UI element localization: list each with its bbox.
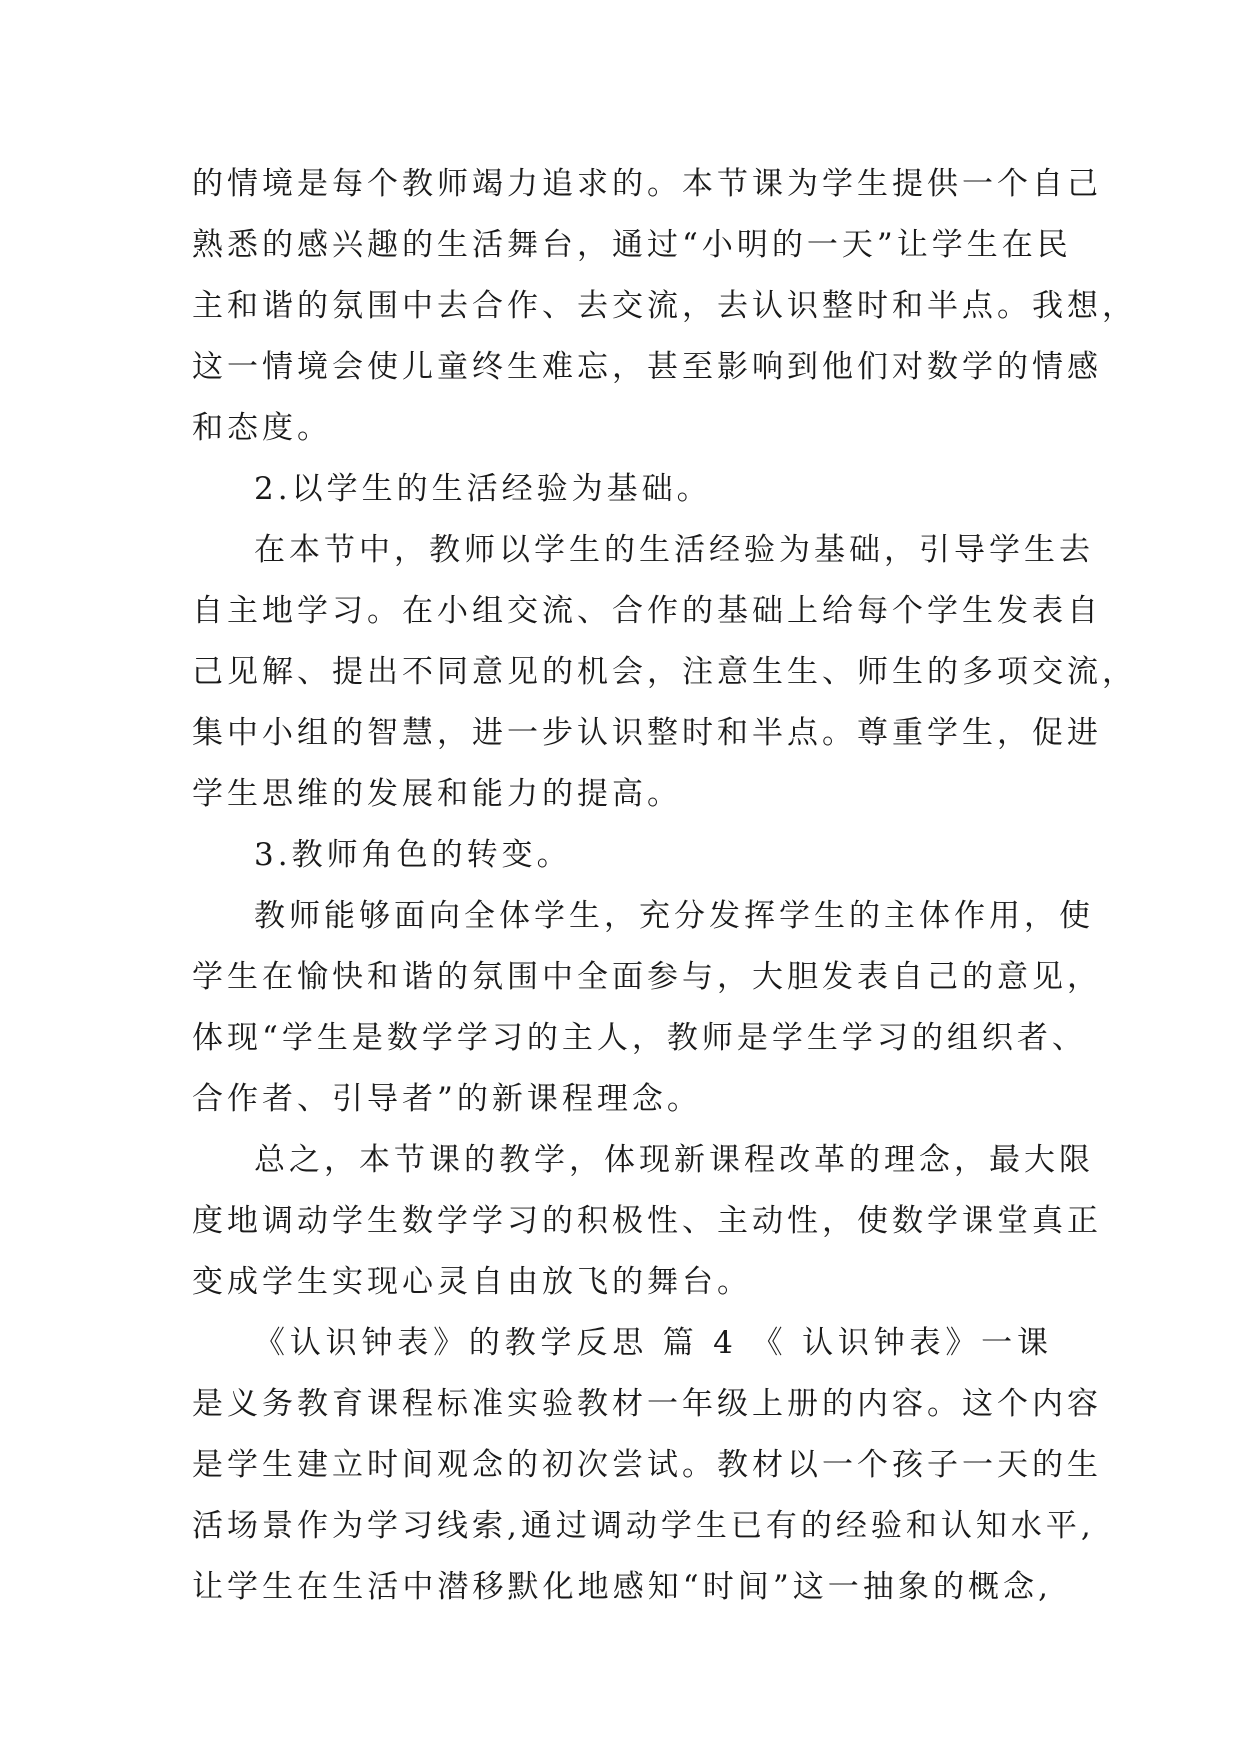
text-line: 活场景作为学习线索,通过调动学生已有的经验和认知水平, [192, 1508, 1095, 1544]
text-line: 合作者、引导者”的新课程理念。 [192, 1081, 702, 1117]
text-line: 体现“学生是数学学习的主人，教师是学生学习的组织者、 [192, 1020, 1087, 1056]
text-line: 在本节中，教师以学生的生活经验为基础，引导学生去 [254, 532, 1094, 568]
text-line: 教师能够面向全体学生，充分发挥学生的主体作用，使 [254, 898, 1094, 934]
text-line: 集中小组的智慧，进一步认识整时和半点。尊重学生，促进 [192, 715, 1102, 751]
text-line: 是义务教育课程标准实验教材一年级上册的内容。这个内容 [192, 1386, 1102, 1422]
text-line: 主和谐的氛围中去合作、去交流，去认识整时和半点。我想， [192, 288, 1137, 324]
text-line: 是学生建立时间观念的初次尝试。教材以一个孩子一天的生 [192, 1447, 1102, 1483]
text-line: 学生在愉快和谐的氛围中全面参与，大胆发表自己的意见， [192, 959, 1102, 995]
text-line: 变成学生实现心灵自由放飞的舞台。 [192, 1264, 752, 1300]
text-line: 这一情境会使儿童终生难忘，甚至影响到他们对数学的情感 [192, 349, 1102, 385]
text-line: 总之，本节课的教学，体现新课程改革的理念，最大限 [254, 1142, 1094, 1178]
text-line: 己见解、提出不同意见的机会，注意生生、师生的多项交流， [192, 654, 1137, 690]
section-heading: 3.教师角色的转变。 [254, 837, 572, 873]
text-line: 的情境是每个教师竭力追求的。本节课为学生提供一个自己 [192, 166, 1102, 202]
document-body [192, 154, 1137, 1618]
text-line: 学生思维的发展和能力的提高。 [192, 776, 682, 812]
text-line: 让学生在生活中潜移默化地感知“时间”这一抽象的概念, [192, 1569, 1052, 1605]
section-title-line: 《认识钟表》的教学反思 篇 4 《 认识钟表》一课 [254, 1325, 1052, 1361]
text-line: 度地调动学生数学学习的积极性、主动性，使数学课堂真正 [192, 1203, 1102, 1239]
section-heading: 2.以学生的生活经验为基础。 [254, 471, 712, 507]
text-line: 和态度。 [192, 410, 332, 446]
text-line: 熟悉的感兴趣的生活舞台，通过“小明的一天”让学生在民 [192, 227, 1072, 263]
text-line: 自主地学习。在小组交流、合作的基础上给每个学生发表自 [192, 593, 1102, 629]
